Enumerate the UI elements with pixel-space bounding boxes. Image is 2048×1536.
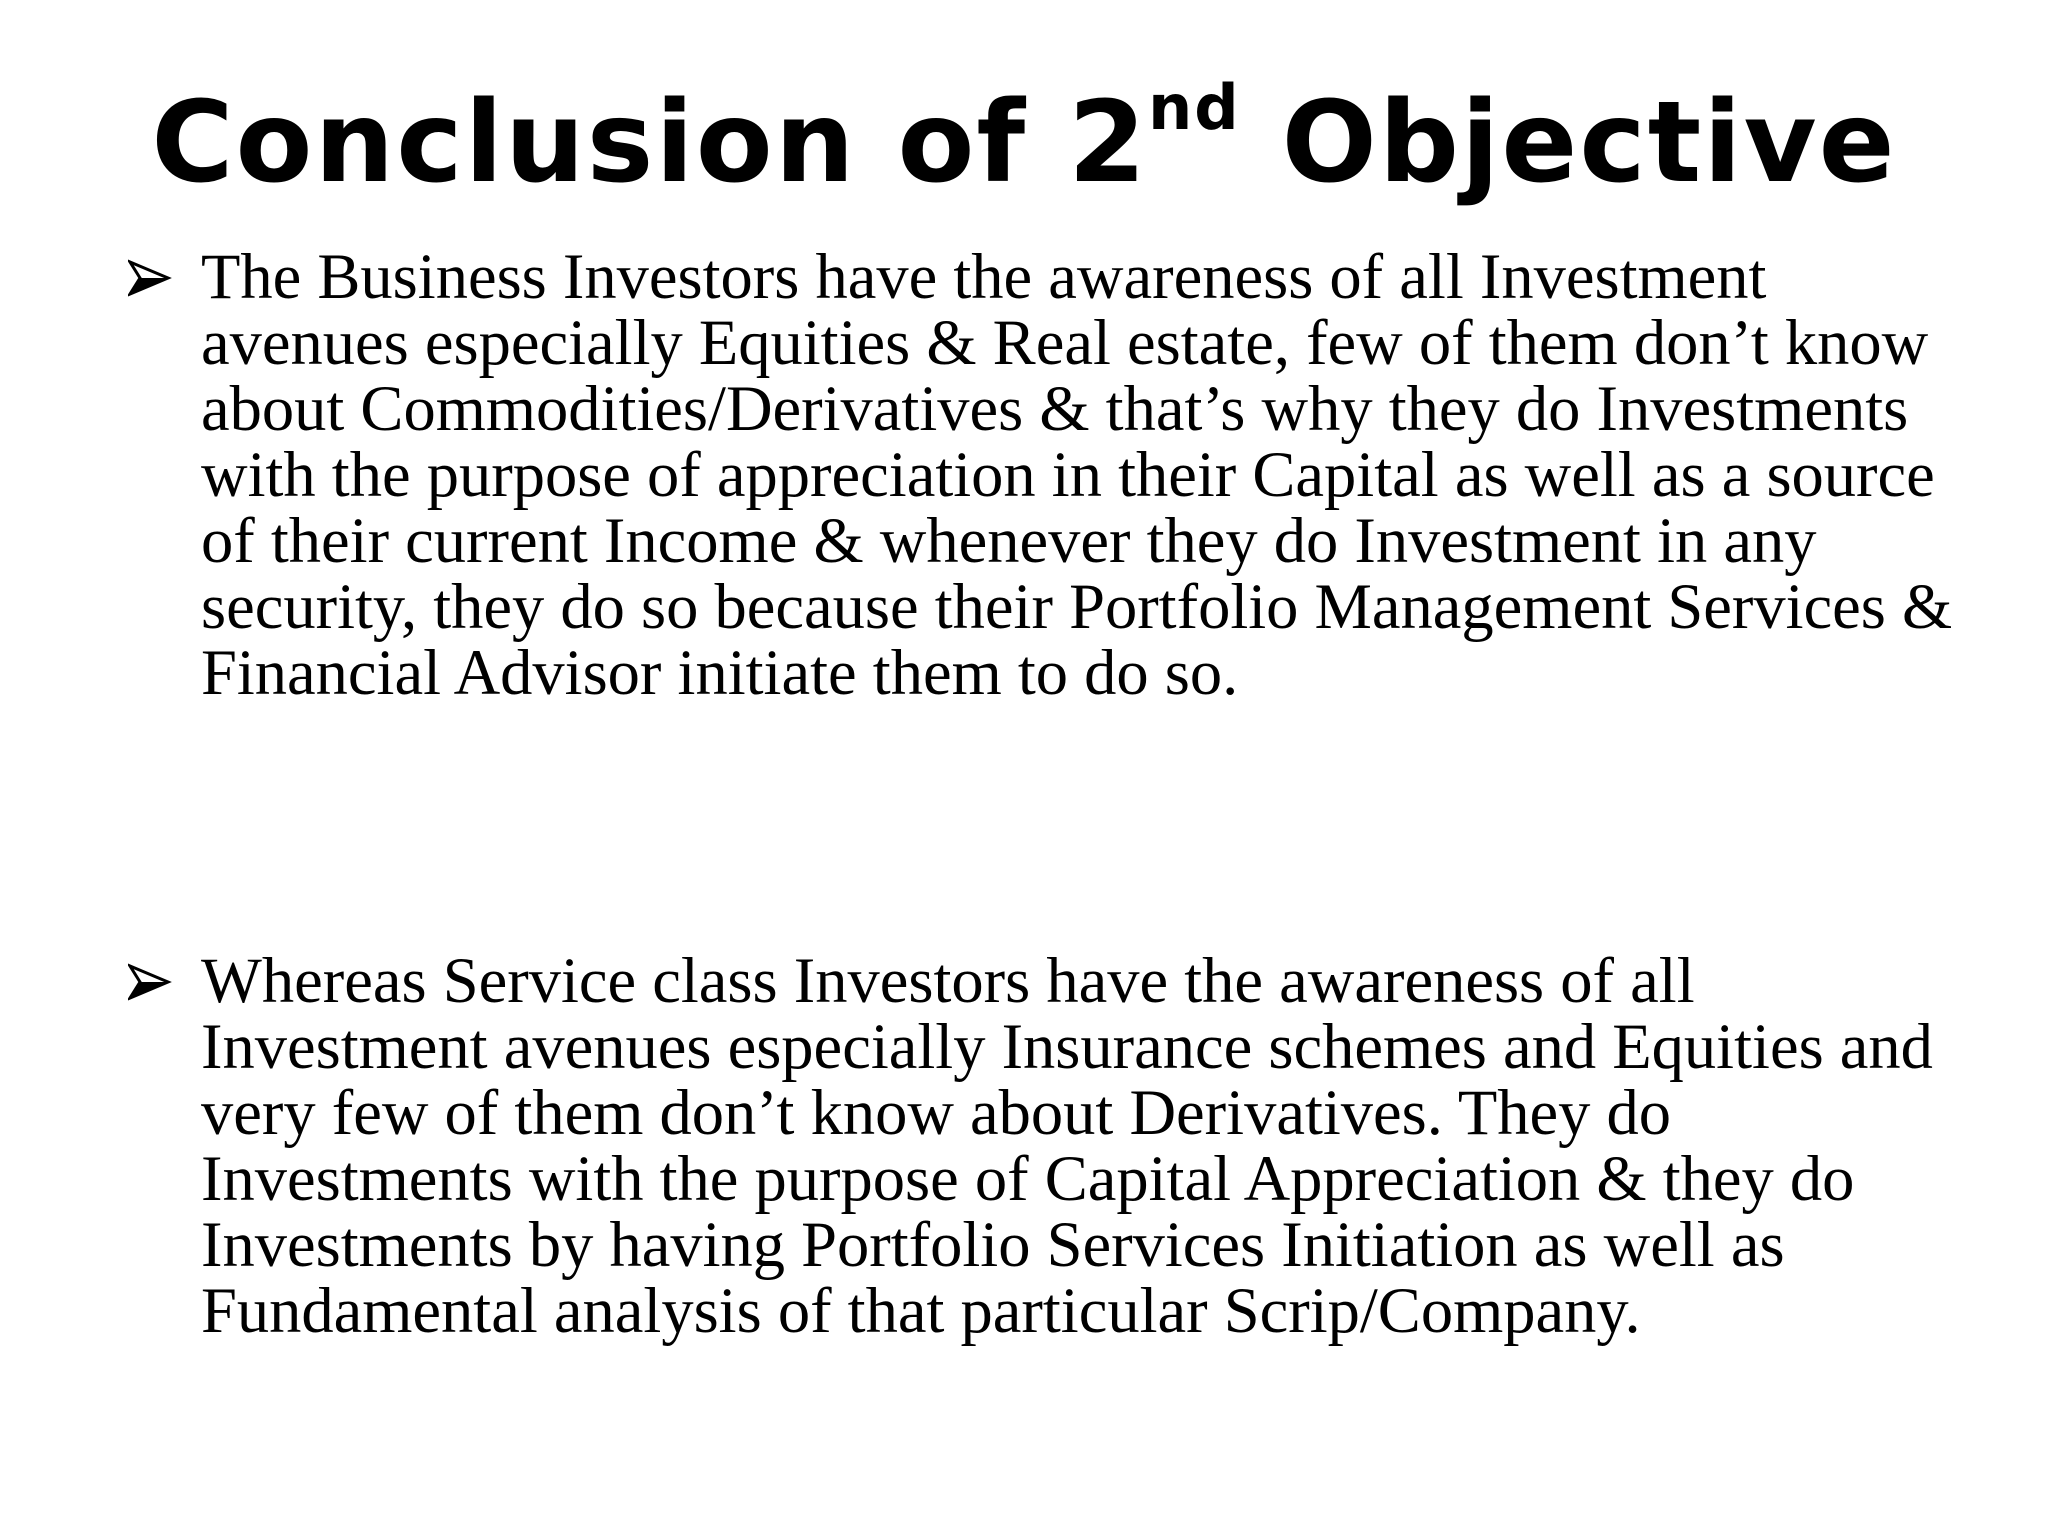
arrow-bullet-icon [128, 960, 172, 1004]
title-main: Conclusion of 2 [151, 78, 1149, 208]
bullet-item-service-investors [128, 945, 1988, 1346]
bullet-item-business-investors [128, 241, 1988, 708]
arrow-bullet-icon [128, 256, 172, 300]
title-end: Objective [1240, 78, 1897, 208]
slide-title [0, 70, 2048, 208]
bullet-text: Whereas Service class Investors have the awareness of all Investment avenues especially Insurance schemes and Equities and very few of them don’t know about Derivatives. They do Investments with the purpose of Capital Appreciation & they do Investments by having Portfolio Services Initiation as well as Fundamental analysis of that particular Scrip/Company. [201, 945, 1933, 1346]
bullet-text: The Business Investors have the awareness of all Investment avenues especially Equities & Real estate, few of them don’t know about Commodities/Derivatives & that’s why they do Investments with the purpose of appreciation in their Capital as well as a source of their current Income & whenever they do Investment in any security, they do so because their Portfolio Management Services & Financial Advisor initiate them to do so. [201, 241, 1953, 708]
title-superscript: nd [1148, 70, 1241, 144]
